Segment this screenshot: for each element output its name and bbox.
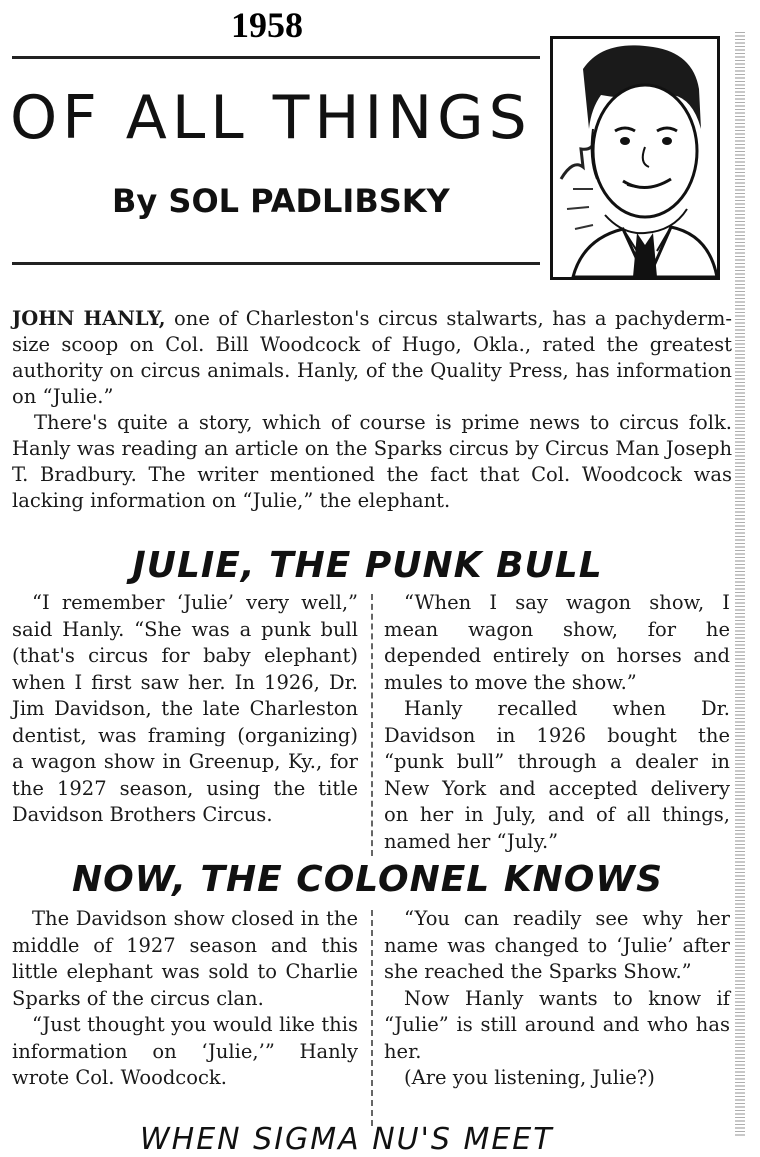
section2-left-paragraph: The Davidson show closed in the middle of 1927 season and this little elephant was sold to Charlie Sparks of the circus clan. [12,907,358,1010]
author-portrait [550,36,720,280]
intro-text-1: one of Charleston's circus stalwarts, has a pachyderm-size scoop on Col. Bill Woodcock of Hugo, Okla., rated the greatest authority on circus animals. Hanly, of the Quality Press, has information on “Julie.” [12,307,732,408]
section2-right-paragraph: (Are you listening, Julie?) [404,1066,655,1089]
section2-right-column [384,906,730,1092]
masthead-bottom-rule [12,262,540,265]
portrait-drawing-icon [553,39,717,277]
section1-right-column [384,590,730,855]
column-divider [371,594,373,856]
byline: By SOL PADLIBSKY [112,182,450,220]
section2-right-paragraph: “You can readily see why her name was changed to ‘Julie’ after she reached the Sparks Show.” [384,907,730,983]
year-label: 1958 [231,5,303,45]
section1-right-paragraph: “When I say wagon show, I mean wagon show, for he depended entirely on horses and mules to move the show.” [384,591,730,694]
subheading-julie-punk-bull: JULIE, THE PUNK BULL [132,545,603,586]
section1-right-paragraph: Hanly recalled when Dr. Davidson in 1926 bought the “punk bull” through a dealer in New York and accepted delivery on her in July, and of all things, named her “July.” [384,697,730,853]
next-subheading-cutoff: WHEN SIGMA NU'S MEET [140,1122,554,1157]
intro-paragraph-1 [12,306,732,410]
section2-left-column [12,906,358,1092]
subheading-colonel-knows: NOW, THE COLONEL KNOWS [71,859,664,900]
intro-paragraph-2: There's quite a story, which of course is prime news to circus folk. Hanly was reading an article on the Sparks circus by Circus Man Joseph T. Bradbury. The writer mentioned the fact that Col. Woodcock was lacking information on “Julie,” the elephant. [12,411,732,512]
column-divider [371,910,373,1126]
lead-name: JOHN HANLY, [12,307,166,330]
page-edge-texture [735,30,745,1136]
section2-left-paragraph: “Just thought you would like this information on ‘Julie,’” Hanly wrote Col. Woodcock. [12,1013,358,1089]
column-title: OF ALL THINGS [10,83,532,153]
masthead-top-rule [12,56,540,59]
section1-left-column [12,590,358,829]
section2-right-paragraph: Now Hanly wants to know if “Julie” is still around and who has her. [384,986,730,1063]
section1-left-paragraph: “I remember ‘Julie’ very well,” said Hanly. “She was a punk bull (that's circus for baby elephant) when I first saw her. In 1926, Dr. Jim Davidson, the late Charleston dentist, was framing (organizing) a wagon show in Greenup, Ky., for the 1927 season, using the title Davidson Brothers Circus. [12,591,358,826]
